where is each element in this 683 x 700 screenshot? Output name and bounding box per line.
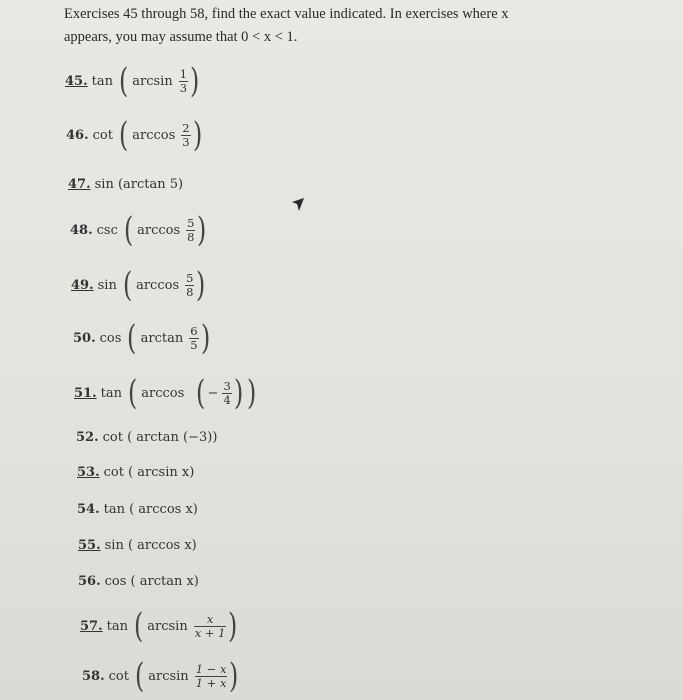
exercise-55 <box>78 538 197 553</box>
denominator: 4 <box>223 392 231 407</box>
left-paren: ( <box>134 656 145 696</box>
exercise-number: 51. <box>74 385 97 401</box>
function-name: csc <box>96 222 118 238</box>
expression: cos ( arctan x) <box>104 574 199 589</box>
fraction <box>194 613 227 640</box>
fraction <box>181 122 190 149</box>
function-name: tan <box>106 618 128 634</box>
fraction <box>185 272 194 299</box>
exercise-number: 53. <box>77 465 100 480</box>
exercise-54 <box>77 502 198 517</box>
expression: cot ( arcsin x) <box>103 465 195 480</box>
numerator: 1 <box>179 66 188 81</box>
denominator: 8 <box>186 284 194 299</box>
exercise-number: 52. <box>76 430 99 445</box>
numerator: 1 − x <box>195 661 227 676</box>
denominator: 3 <box>179 80 188 95</box>
numerator: 3 <box>223 378 231 393</box>
function-name: sin <box>97 277 117 293</box>
left-paren: ( <box>122 265 133 305</box>
exercise-58 <box>82 656 241 696</box>
exercise-number: 46. <box>66 127 89 143</box>
inner-function: arcsin <box>132 73 173 89</box>
right-paren: ) <box>197 210 207 250</box>
denominator: 5 <box>190 337 198 352</box>
inner-function: arctan <box>140 330 184 346</box>
exercise-56 <box>78 574 199 589</box>
fraction <box>186 217 195 244</box>
exercise-number: 58. <box>82 668 105 684</box>
right-paren-inner: ) <box>233 373 244 413</box>
inner-function: arccos <box>137 222 181 238</box>
exercise-49 <box>71 265 208 305</box>
fraction <box>189 325 198 352</box>
numerator: 2 <box>182 120 190 135</box>
exercise-52 <box>76 430 217 445</box>
exercise-number: 55. <box>78 538 101 553</box>
right-paren: ) <box>196 265 206 305</box>
left-paren: ( <box>127 373 138 413</box>
left-paren: ( <box>118 115 129 155</box>
numerator: 6 <box>190 323 198 338</box>
exercise-57 <box>80 606 240 646</box>
function-name: cot <box>108 668 129 684</box>
right-paren: ) <box>247 373 257 413</box>
expression: tan ( arccos x) <box>103 502 198 517</box>
numerator: x <box>206 611 214 626</box>
fraction <box>195 663 228 690</box>
left-paren-inner: ( <box>196 373 206 413</box>
denominator: x + 1 <box>194 625 226 640</box>
right-paren: ) <box>192 115 202 155</box>
function-name: tan <box>100 385 122 401</box>
minus-sign: − <box>207 385 219 401</box>
exercise-number: 48. <box>70 222 93 238</box>
mouse-pointer-icon <box>291 197 305 213</box>
exercise-number: 50. <box>73 330 96 346</box>
exercise-46 <box>66 115 204 155</box>
fraction <box>179 68 188 95</box>
left-paren: ( <box>123 210 134 250</box>
inner-function: arcsin <box>148 668 189 684</box>
inner-function: arccos <box>141 385 185 401</box>
denominator: 1 + x <box>195 675 227 690</box>
exercise-53 <box>77 465 194 480</box>
numerator: 5 <box>187 215 195 230</box>
exercise-50 <box>73 318 212 358</box>
left-paren: ( <box>118 61 129 101</box>
function-name: tan <box>91 73 113 89</box>
left-paren: ( <box>133 606 144 646</box>
function-name: cos <box>99 330 122 346</box>
expression: sin ( arccos x) <box>104 538 197 553</box>
function-name: cot <box>92 127 113 143</box>
instructions-line-1: Exercises 45 through 58, find the exact value indicated. In exercises where x <box>64 6 509 22</box>
expression: sin (arctan 5) <box>94 177 184 192</box>
inner-function: arcsin <box>147 618 188 634</box>
exercise-number: 49. <box>71 277 94 293</box>
inner-function: arccos <box>136 277 180 293</box>
left-paren: ( <box>127 318 137 358</box>
fraction <box>222 380 231 407</box>
right-paren: ) <box>200 318 210 358</box>
right-paren: ) <box>190 61 200 101</box>
denominator: 3 <box>182 134 190 149</box>
inner-function: arccos <box>132 127 176 143</box>
exercise-48 <box>70 210 209 250</box>
instructions-line-2: appears, you may assume that 0 < x < 1. <box>64 29 298 45</box>
exercise-45 <box>65 61 201 101</box>
exercise-47 <box>68 177 183 192</box>
numerator: 5 <box>186 270 194 285</box>
exercise-number: 45. <box>65 73 88 89</box>
exercise-number: 57. <box>80 618 103 634</box>
exercise-number: 56. <box>78 574 101 589</box>
exercise-number: 54. <box>77 502 100 517</box>
expression: cot ( arctan (−3)) <box>102 430 218 445</box>
instructions <box>64 3 624 49</box>
exercise-51 <box>74 373 258 413</box>
right-paren: ) <box>228 606 238 646</box>
exercise-number: 47. <box>68 177 91 192</box>
denominator: 8 <box>187 229 195 244</box>
right-paren: ) <box>229 656 239 696</box>
